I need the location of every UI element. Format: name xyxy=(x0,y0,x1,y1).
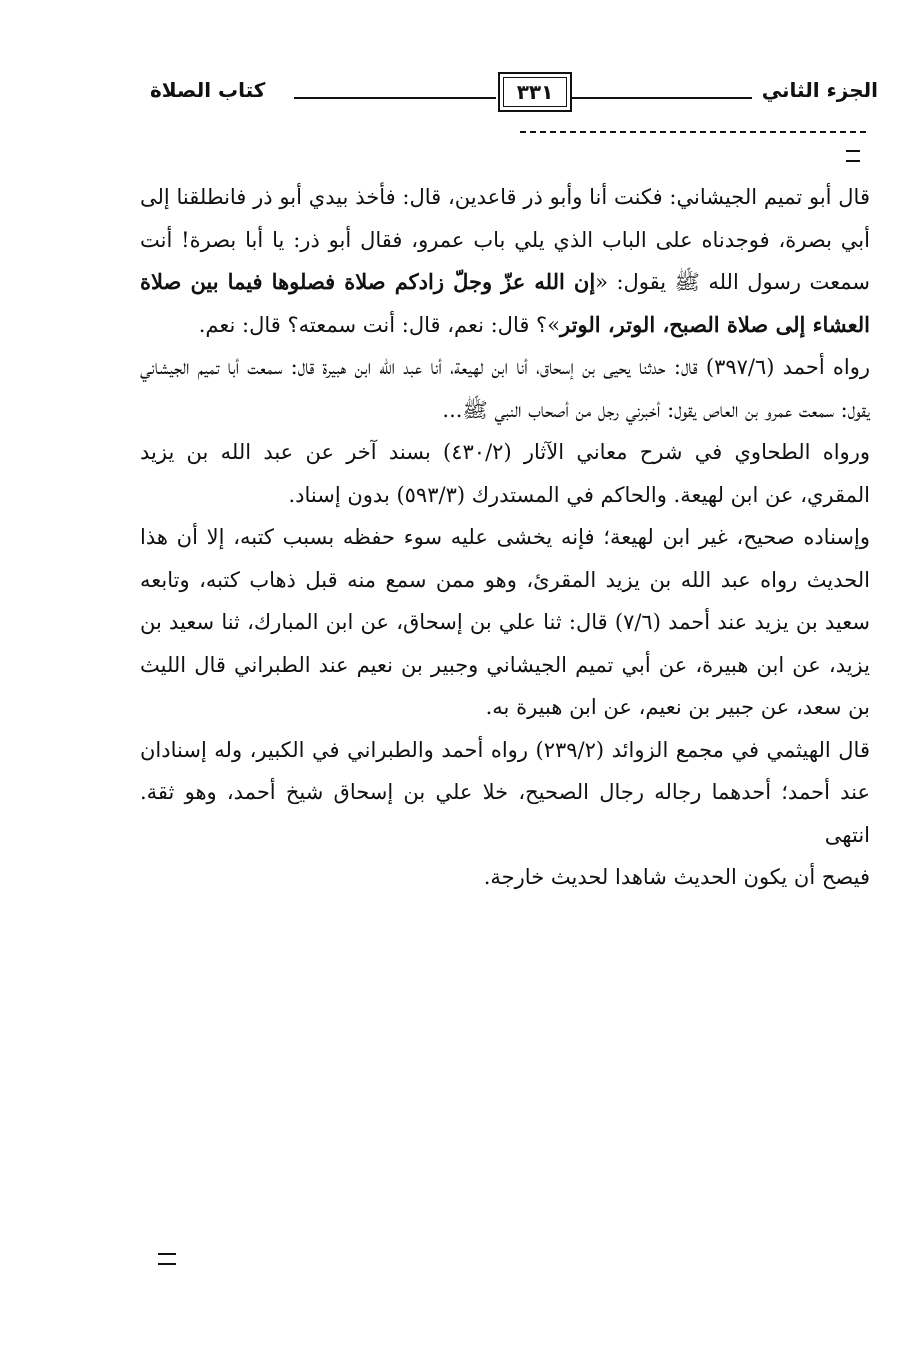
section-title: كتاب الصلاة xyxy=(150,78,266,102)
hadith-text: إن الله عزّ وجلّ زادكم صلاة فصلوها فيما بين صلاة العشاء إلى صلاة الصبح، الوتر، الوتر xyxy=(140,269,870,337)
header-separator-mark xyxy=(846,150,860,162)
volume-label: الجزء الثاني xyxy=(761,78,878,102)
paragraph-isnad: وإسناده صحيح، غير ابن لهيعة؛ فإنه يخشى عليه سوء حفظه بسبب كتبه، إلا أن هذا الحديث رواه عبد الله بن يزيد المقرئ، وهو ممن سمع منه قبل ذهاب كتبه، وتابعه سعيد بن يزيد عند أحمد (٧/٦) قال: ثنا علي بن إسحاق، عن ابن المبارك، ثنا سعيد بن يزيد، عن ابن هبيرة، عن أبي تميم الجيشاني وجبير بن نعيم عند الطبراني قال الليث بن سعد، عن جبير بن نعيم، عن ابن هبيرة به. xyxy=(140,525,870,719)
narration-intro: قال أبو تميم الجيشاني: فكنت أنا وأبو ذر قاعدين، قال: فأخذ بيدي أبو ذر فانطلقنا إلى أبي بصرة، فوجدناه على الباب الذي يلي باب عمرو، فقال أبو ذر: يا أبا بصرة! أنت سمعت رسول الله ﷺ يقول: « xyxy=(140,185,870,294)
paragraph-tahawi: ورواه الطحاوي في شرح معاني الآثار (٤٣٠/٢) بسند آخر عن عبد الله بن يزيد المقري، عن ابن لهيعة. والحاكم في المستدرك (٥٩٣/٣) بدون إسناد. xyxy=(140,440,870,507)
header-dashed-rule xyxy=(520,131,866,133)
main-text xyxy=(140,176,870,899)
paragraph-hadith xyxy=(140,176,870,346)
paragraph-conclusion: فيصح أن يكون الحديث شاهدا لحديث خارجة. xyxy=(483,865,870,889)
header-rule-right xyxy=(570,97,752,99)
page-number: ٣٣١ xyxy=(498,72,572,112)
footer-separator-mark xyxy=(158,1253,176,1265)
narration-outro: »؟ قال: نعم، قال: أنت سمعته؟ قال: نعم. xyxy=(198,312,561,337)
paragraph-ahmad: رواه أحمد (٣٩٧/٦) قال: حدثنا يحيى بن إسحاق، أنا ابن لهيعة، أنا عبد الله ابن هبيرة قال: سمعت أبا تميم الجيشاني يقول: سمعت عمرو بن العاص يقول: أخبرني رجل من أصحاب النبي ﷺ... xyxy=(140,355,870,422)
paragraph-haythami: قال الهيثمي في مجمع الزوائد (٢٣٩/٢) رواه أحمد والطبراني في الكبير، وله إسنادان عند أحمد؛ أحدهما رجاله رجال الصحيح، خلا علي بن إسحاق شيخ أحمد، وهو ثقة. انتهى xyxy=(140,737,870,847)
header-rule-left xyxy=(294,97,496,99)
